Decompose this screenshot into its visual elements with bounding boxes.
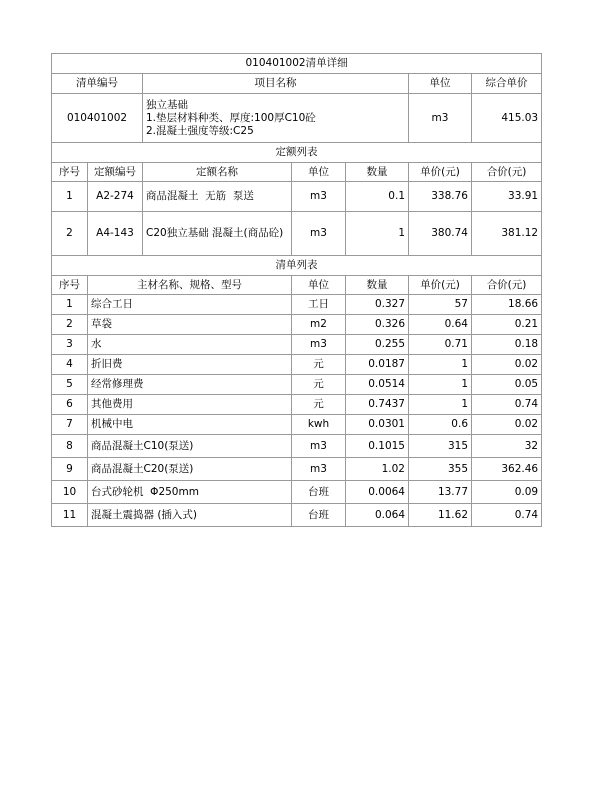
material-row bbox=[52, 355, 542, 375]
header-unit: 单位 bbox=[409, 74, 472, 94]
material-no: 9 bbox=[52, 458, 88, 481]
material-name: 混凝土震捣器 (插入式) bbox=[88, 504, 292, 527]
quota-code: A4-143 bbox=[88, 212, 143, 256]
material-row bbox=[52, 435, 542, 458]
quota-name: C20独立基础 混凝土(商品砼) bbox=[143, 212, 292, 256]
quota-col-name: 定额名称 bbox=[143, 163, 292, 182]
material-no: 11 bbox=[52, 504, 88, 527]
material-row bbox=[52, 481, 542, 504]
material-total: 18.66 bbox=[472, 295, 542, 315]
material-unit: 元 bbox=[292, 395, 346, 415]
material-name: 草袋 bbox=[88, 315, 292, 335]
material-total: 0.74 bbox=[472, 504, 542, 527]
quota-row bbox=[52, 182, 542, 212]
item-price: 415.03 bbox=[472, 94, 542, 143]
material-no: 7 bbox=[52, 415, 88, 435]
material-row bbox=[52, 335, 542, 355]
quota-price: 380.74 bbox=[409, 212, 472, 256]
material-unit: m3 bbox=[292, 335, 346, 355]
material-name: 机械中电 bbox=[88, 415, 292, 435]
material-qty: 0.255 bbox=[346, 335, 409, 355]
material-row bbox=[52, 504, 542, 527]
material-col-unit: 单位 bbox=[292, 276, 346, 295]
quota-col-price: 单价(元) bbox=[409, 163, 472, 182]
material-total: 0.21 bbox=[472, 315, 542, 335]
material-qty: 0.0301 bbox=[346, 415, 409, 435]
material-header-row bbox=[52, 276, 542, 295]
material-col-total: 合价(元) bbox=[472, 276, 542, 295]
material-unit: 台班 bbox=[292, 481, 346, 504]
material-row bbox=[52, 295, 542, 315]
quota-no: 1 bbox=[52, 182, 88, 212]
quota-name: 商品混凝土 无筋 泵送 bbox=[143, 182, 292, 212]
material-no: 6 bbox=[52, 395, 88, 415]
material-price: 0.6 bbox=[409, 415, 472, 435]
material-col-name: 主材名称、规格、型号 bbox=[88, 276, 292, 295]
item-name bbox=[143, 94, 409, 143]
quota-price: 338.76 bbox=[409, 182, 472, 212]
header-name: 项目名称 bbox=[143, 74, 409, 94]
material-total: 32 bbox=[472, 435, 542, 458]
material-row bbox=[52, 458, 542, 481]
material-unit: m3 bbox=[292, 458, 346, 481]
material-no: 2 bbox=[52, 315, 88, 335]
material-price: 13.77 bbox=[409, 481, 472, 504]
material-total: 0.09 bbox=[472, 481, 542, 504]
material-unit: 工日 bbox=[292, 295, 346, 315]
material-price: 1 bbox=[409, 375, 472, 395]
material-no: 4 bbox=[52, 355, 88, 375]
material-price: 0.64 bbox=[409, 315, 472, 335]
material-price: 1 bbox=[409, 395, 472, 415]
quota-section-title: 定额列表 bbox=[52, 143, 542, 163]
material-row bbox=[52, 315, 542, 335]
material-no: 8 bbox=[52, 435, 88, 458]
sheet-title: 010401002清单详细 bbox=[52, 54, 542, 74]
material-price: 315 bbox=[409, 435, 472, 458]
material-no: 3 bbox=[52, 335, 88, 355]
material-row bbox=[52, 415, 542, 435]
material-col-qty: 数量 bbox=[346, 276, 409, 295]
material-qty: 0.327 bbox=[346, 295, 409, 315]
quota-total: 33.91 bbox=[472, 182, 542, 212]
material-total: 0.18 bbox=[472, 335, 542, 355]
quota-col-no: 序号 bbox=[52, 163, 88, 182]
material-name: 折旧费 bbox=[88, 355, 292, 375]
material-row bbox=[52, 375, 542, 395]
bill-detail-table bbox=[51, 53, 542, 527]
material-qty: 1.02 bbox=[346, 458, 409, 481]
material-qty: 0.0514 bbox=[346, 375, 409, 395]
material-total: 0.74 bbox=[472, 395, 542, 415]
quota-col-qty: 数量 bbox=[346, 163, 409, 182]
material-price: 11.62 bbox=[409, 504, 472, 527]
header-price: 综合单价 bbox=[472, 74, 542, 94]
material-name: 综合工日 bbox=[88, 295, 292, 315]
material-unit: 台班 bbox=[292, 504, 346, 527]
material-unit: kwh bbox=[292, 415, 346, 435]
quota-col-total: 合价(元) bbox=[472, 163, 542, 182]
material-qty: 0.0064 bbox=[346, 481, 409, 504]
quota-col-code: 定额编号 bbox=[88, 163, 143, 182]
material-no: 5 bbox=[52, 375, 88, 395]
material-qty: 0.064 bbox=[346, 504, 409, 527]
material-name: 商品混凝土C10(泵送) bbox=[88, 435, 292, 458]
material-unit: 元 bbox=[292, 355, 346, 375]
material-qty: 0.7437 bbox=[346, 395, 409, 415]
material-total: 0.05 bbox=[472, 375, 542, 395]
item-code: 010401002 bbox=[52, 94, 143, 143]
material-unit: 元 bbox=[292, 375, 346, 395]
item-unit: m3 bbox=[409, 94, 472, 143]
quota-row bbox=[52, 212, 542, 256]
quota-header-row bbox=[52, 163, 542, 182]
material-price: 57 bbox=[409, 295, 472, 315]
quota-total: 381.12 bbox=[472, 212, 542, 256]
item-name-line: 独立基础 bbox=[146, 98, 188, 111]
quota-unit: m3 bbox=[292, 212, 346, 256]
quota-col-unit: 单位 bbox=[292, 163, 346, 182]
material-total: 362.46 bbox=[472, 458, 542, 481]
material-price: 355 bbox=[409, 458, 472, 481]
quota-qty: 0.1 bbox=[346, 182, 409, 212]
item-name-line: 1.垫层材料种类、厚度:100厚C10砼 bbox=[146, 111, 316, 124]
material-total: 0.02 bbox=[472, 355, 542, 375]
material-price: 0.71 bbox=[409, 335, 472, 355]
material-name: 台式砂轮机 Φ250mm bbox=[88, 481, 292, 504]
quota-no: 2 bbox=[52, 212, 88, 256]
material-col-no: 序号 bbox=[52, 276, 88, 295]
material-no: 1 bbox=[52, 295, 88, 315]
quota-qty: 1 bbox=[346, 212, 409, 256]
material-name: 商品混凝土C20(泵送) bbox=[88, 458, 292, 481]
material-qty: 0.1015 bbox=[346, 435, 409, 458]
material-col-price: 单价(元) bbox=[409, 276, 472, 295]
material-name: 其他费用 bbox=[88, 395, 292, 415]
material-qty: 0.326 bbox=[346, 315, 409, 335]
item-name-line: 2.混凝土强度等级:C25 bbox=[146, 124, 254, 137]
material-section-title: 清单列表 bbox=[52, 256, 542, 276]
material-row bbox=[52, 395, 542, 415]
material-unit: m3 bbox=[292, 435, 346, 458]
material-price: 1 bbox=[409, 355, 472, 375]
material-unit: m2 bbox=[292, 315, 346, 335]
material-name: 经常修理费 bbox=[88, 375, 292, 395]
material-total: 0.02 bbox=[472, 415, 542, 435]
material-no: 10 bbox=[52, 481, 88, 504]
quota-unit: m3 bbox=[292, 182, 346, 212]
material-qty: 0.0187 bbox=[346, 355, 409, 375]
material-name: 水 bbox=[88, 335, 292, 355]
header-code: 清单编号 bbox=[52, 74, 143, 94]
quota-code: A2-274 bbox=[88, 182, 143, 212]
